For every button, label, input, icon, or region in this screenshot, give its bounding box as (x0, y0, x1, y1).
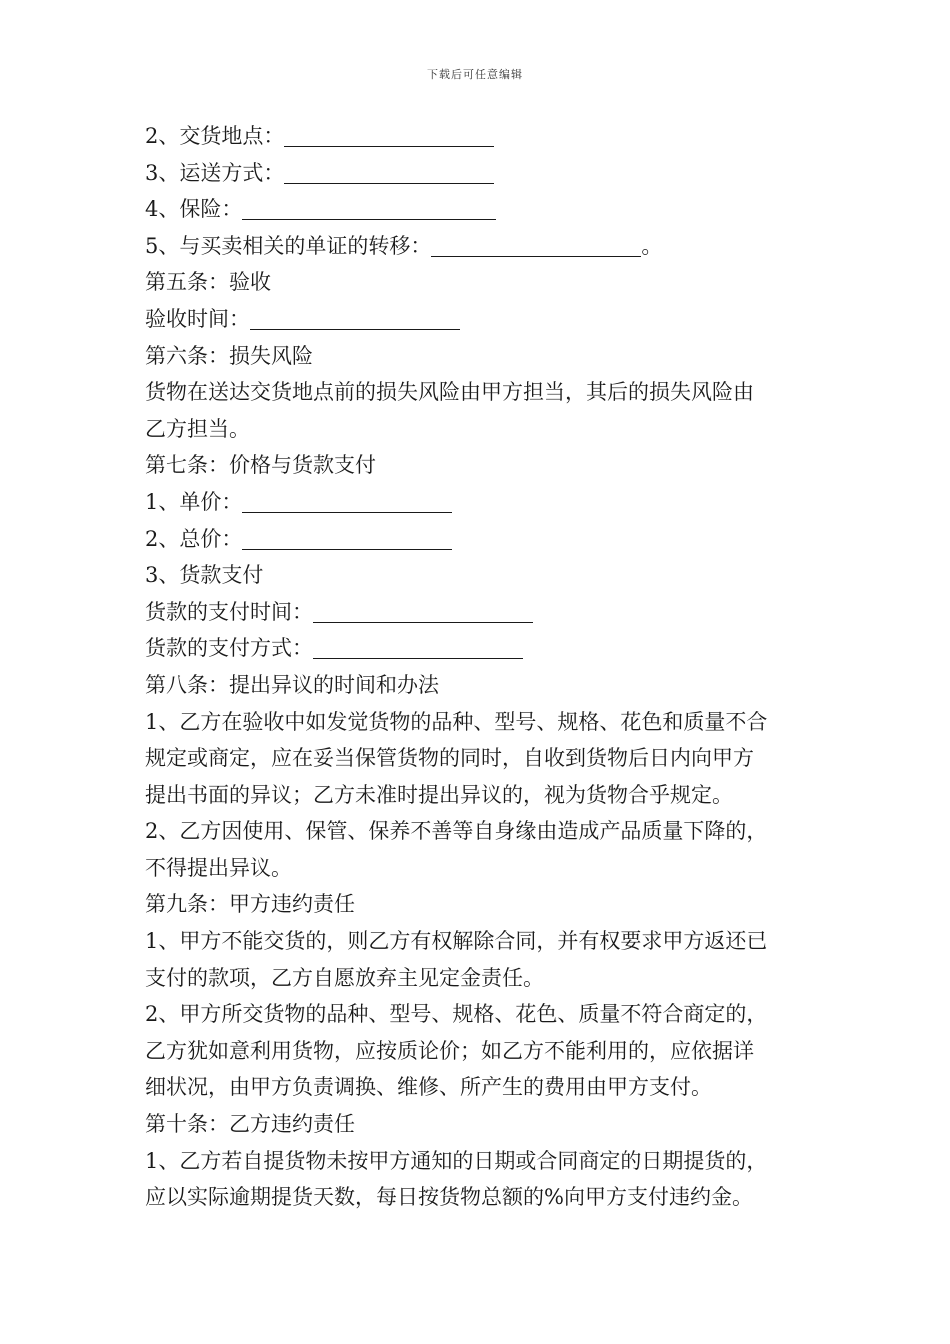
fill-blank[interactable] (242, 197, 496, 220)
line-text: 5、与买卖相关的单证的转移： (145, 233, 432, 258)
paragraph-line: 不得提出异议。 (145, 855, 292, 880)
paragraph-line: 支付的款项，乙方自愿放弃主见定金责任。 (145, 965, 544, 990)
line-text: 4、保险： (145, 197, 243, 222)
line-text: 货款的支付方式： (145, 636, 313, 661)
line-unit-price (145, 484, 810, 521)
fill-blank[interactable] (313, 636, 523, 659)
paragraph-line: 提出书面的异议；乙方未准时提出异议的，视为货物合乎规定。 (145, 782, 733, 807)
line-total-price (145, 521, 810, 558)
paragraph-line: 2、甲方所交货物的品种、型号、规格、花色、质量不符合商定的， (145, 1002, 768, 1027)
article-5-heading: 第五条：验收 (145, 270, 271, 295)
paragraph-line: 乙方犹如意利用货物，应按质论价；如乙方不能利用的，应依据详 (145, 1038, 754, 1063)
line-text: 验收时间： (145, 306, 250, 331)
fill-blank[interactable] (284, 161, 494, 184)
line-text: 2、交货地点： (145, 124, 285, 148)
line-payment-time (145, 594, 810, 631)
line-document-transfer (145, 228, 810, 265)
line-text: 2、总价： (145, 526, 243, 551)
article-7-heading: 第七条：价格与货款支付 (145, 453, 376, 478)
line-text: 3、运送方式： (145, 160, 285, 185)
line-inspection-time (145, 301, 810, 338)
line-shipping-method (145, 155, 810, 192)
fill-blank[interactable] (431, 234, 641, 257)
paragraph-line: 3、货款支付 (145, 563, 264, 588)
article-9-heading: 第九条：甲方违约责任 (145, 892, 355, 917)
line-suffix: 。 (641, 233, 663, 258)
line-text: 货款的支付时间： (145, 599, 313, 624)
paragraph-line: 1、乙方在验收中如发觉货物的品种、型号、规格、花色和质量不合 (145, 709, 768, 734)
fill-blank[interactable] (284, 124, 494, 147)
line-insurance (145, 191, 810, 228)
article-10-heading: 第十条：乙方违约责任 (145, 1112, 355, 1137)
article-6-heading: 第六条：损失风险 (145, 343, 313, 368)
paragraph-line: 2、乙方因使用、保管、保养不善等自身缘由造成产品质量下降的， (145, 819, 768, 844)
fill-blank[interactable] (242, 527, 452, 550)
line-delivery-place (145, 118, 810, 155)
paragraph-line: 1、甲方不能交货的，则乙方有权解除合同，并有权要求甲方返还已 (145, 929, 768, 954)
paragraph-line: 规定或商定，应在妥当保管货物的同时，自收到货物后日内向甲方 (145, 746, 754, 771)
fill-blank[interactable] (250, 307, 460, 330)
article-8-heading: 第八条：提出异议的时间和办法 (145, 672, 439, 697)
fill-blank[interactable] (313, 600, 533, 623)
line-text: 1、单价： (145, 489, 243, 514)
contract-body (145, 118, 810, 1216)
paragraph-line: 1、乙方若自提货物未按甲方通知的日期或合同商定的日期提货的， (145, 1148, 768, 1173)
paragraph-line: 货物在送达交货地点前的损失风险由甲方担当，其后的损失风险由 (145, 380, 754, 405)
line-payment-method (145, 630, 810, 667)
paragraph-line: 乙方担当。 (145, 416, 250, 441)
fill-blank[interactable] (242, 490, 452, 513)
paragraph-line: 细状况，由甲方负责调换、维修、所产生的费用由甲方支付。 (145, 1075, 712, 1100)
paragraph-line: 应以实际逾期提货天数，每日按货物总额的%向甲方支付违约金。 (145, 1185, 753, 1210)
page-header: 下载后可任意编辑 (427, 68, 523, 81)
